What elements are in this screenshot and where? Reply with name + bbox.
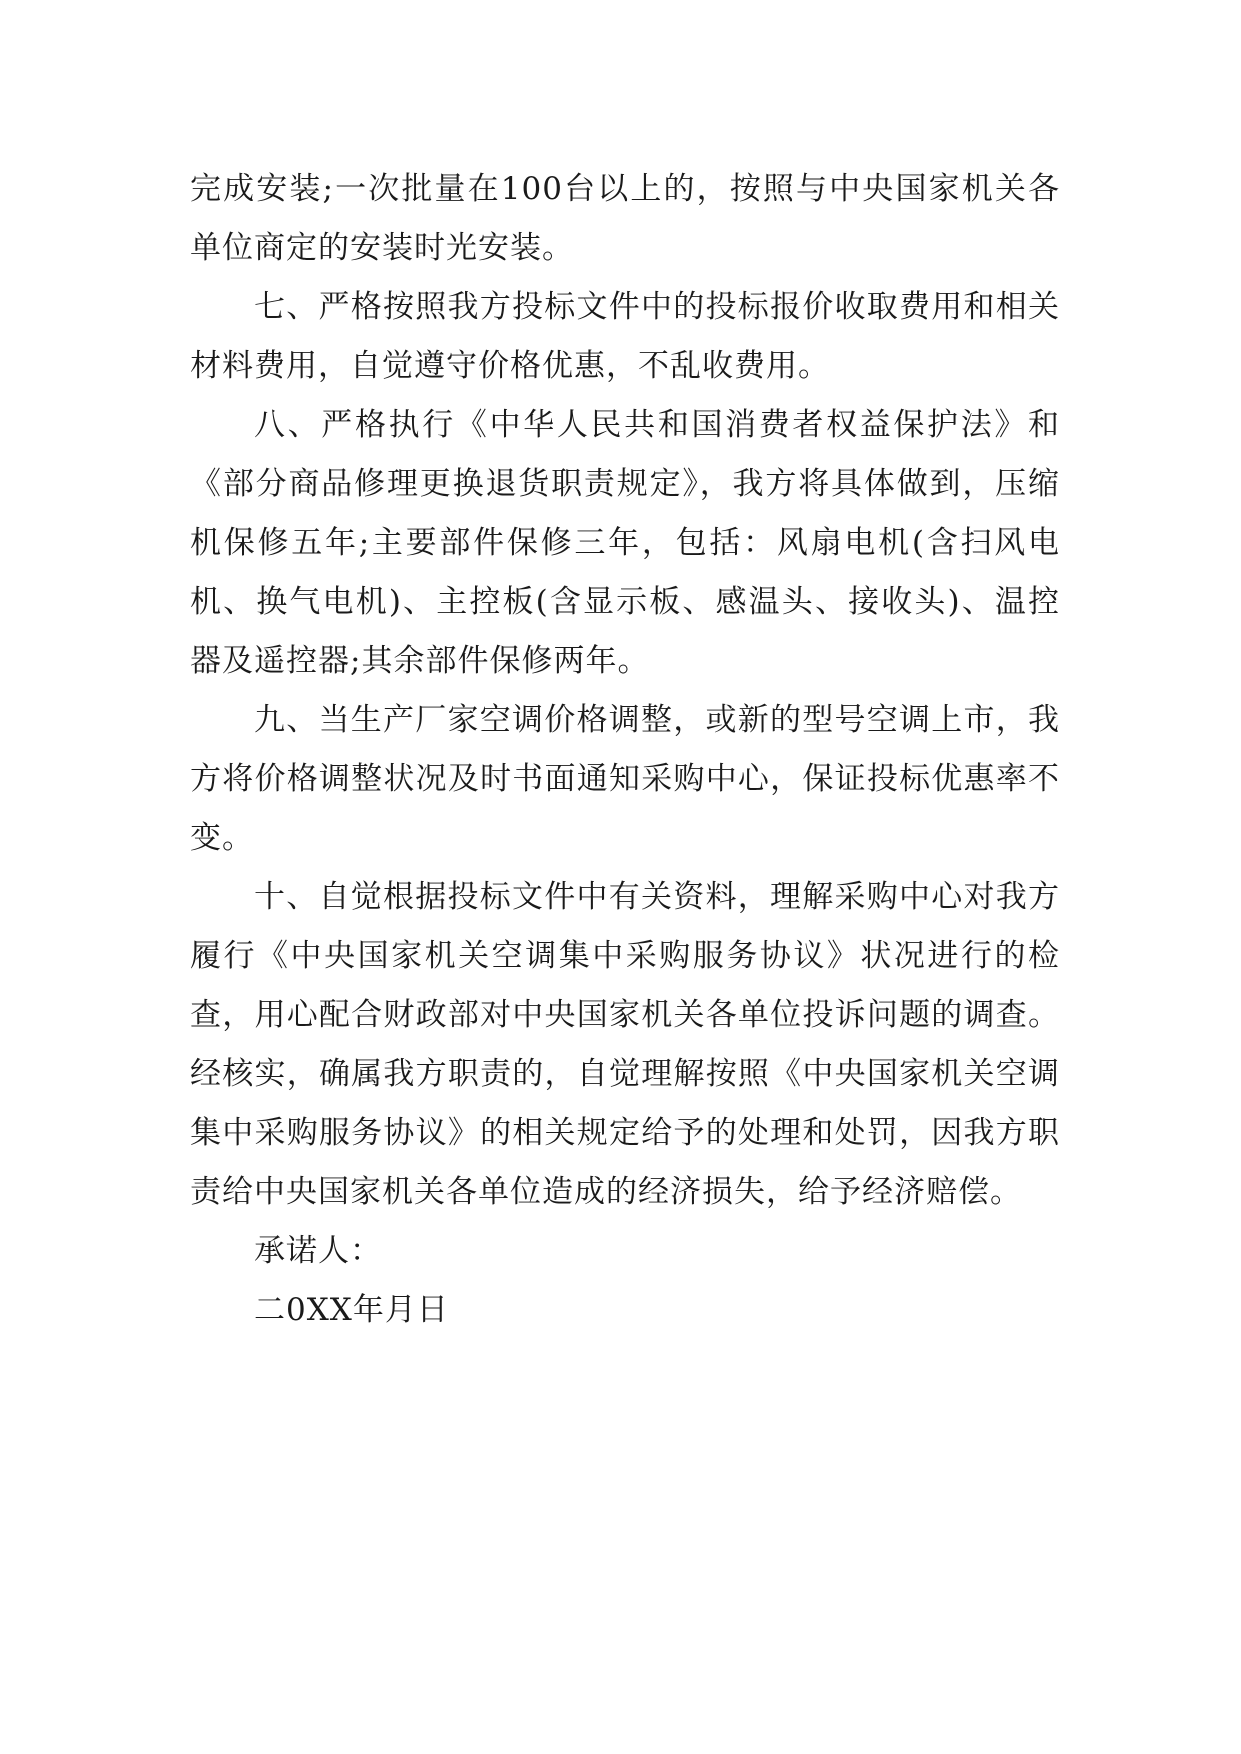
paragraph-installation-continued: 完成安装;一次批量在100台以上的，按照与中央国家机关各单位商定的安装时光安装。 [190, 171, 1060, 266]
paragraph-item-nine: 九、当生产厂家空调价格调整，或新的型号空调上市，我方将价格调整状况及时书面通知采购中心，保证投标优惠率不变。 [190, 702, 1060, 856]
document-body [190, 160, 1060, 1340]
promisor-label: 承诺人： [254, 1233, 382, 1269]
paragraph-item-eight: 八、严格执行《中华人民共和国消费者权益保护法》和《部分商品修理更换退货职责规定》，我方将具体做到，压缩机保修五年;主要部件保修三年，包括：风扇电机(含扫风电机、换气电机)、主控板(含显示板、感温头、接收头)、温控器及遥控器;其余部件保修两年。 [190, 407, 1060, 679]
date-line: 二0XX年月日 [254, 1292, 449, 1328]
paragraph-item-ten: 十、自觉根据投标文件中有关资料，理解采购中心对我方履行《中央国家机关空调集中采购服务协议》状况进行的检查，用心配合财政部对中央国家机关各单位投诉问题的调查。经核实，确属我方职责的，自觉理解按照《中央国家机关空调集中采购服务协议》的相关规定给予的处理和处罚，因我方职责给中央国家机关各单位造成的经济损失，给予经济赔偿。 [190, 879, 1060, 1210]
paragraph-item-seven: 七、严格按照我方投标文件中的投标报价收取费用和相关材料费用，自觉遵守价格优惠，不乱收费用。 [190, 289, 1060, 384]
